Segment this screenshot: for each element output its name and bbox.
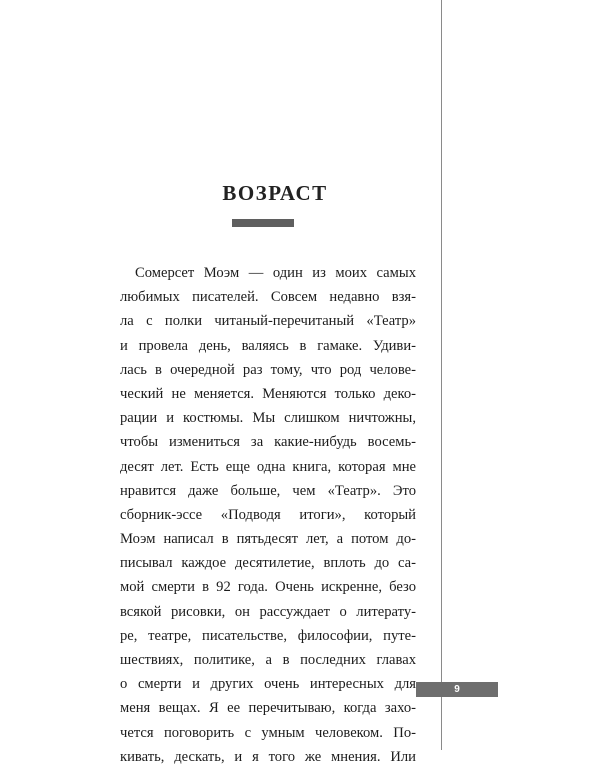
body-text-line: всякой рисовки, он рассуждает о литерату- [120,603,416,620]
body-text-line: нравится даже больше, чем «Театр». Это [120,482,416,499]
body-text-line: Моэм написал в пятьдесят лет, а потом до- [120,531,416,548]
body-text-line: десят лет. Есть еще одна книга, которая мне [120,458,416,475]
body-text-line: чется поговорить с умным человеком. По- [120,724,416,741]
body-text [120,261,416,769]
body-text-line: писывал каждое десятилетие, вплоть до са- [120,555,416,572]
vertical-margin-rule [441,0,442,750]
body-text-line: ла с полки читаный-перечитаный «Театр» [120,313,416,330]
body-text-line: ре, театре, писательстве, философии, путе- [120,627,416,644]
chapter-title: ВОЗРАСТ [222,181,328,205]
body-text-line: Сомерсет Моэм — один из моих самых [135,265,416,281]
body-text-line: мой смерти в 92 года. Очень искренне, безо [120,579,416,596]
body-text-line: сборник-эссе «Подводя итоги», который [120,506,416,523]
body-text-line: лась в очередной раз тому, что род челове- [120,361,416,378]
page-number-tab [416,682,498,697]
body-text-line: шествиях, политике, а в последних главах [120,652,416,668]
body-text-line: о смерти и других очень интересных для [120,676,416,693]
body-text-line: любимых писателей. Совсем недавно взя- [120,289,416,306]
body-text-line: меня вещах. Я ее перечитываю, когда захо- [120,700,416,717]
body-text-line: ческий не меняется. Меняются только деко- [120,385,416,402]
body-text-line: и провела день, валяясь в гамаке. Удиви- [120,337,416,354]
body-text-line: чтобы измениться за какие-нибудь восемь- [120,434,416,451]
body-text-line: рации и костюмы. Мы слишком ничтожны, [120,410,416,427]
chapter-title-underline-bar [232,219,294,227]
page-number: 9 [454,684,460,695]
body-text-line: кивать, дескать, и я того же мнения. Или [120,748,416,765]
